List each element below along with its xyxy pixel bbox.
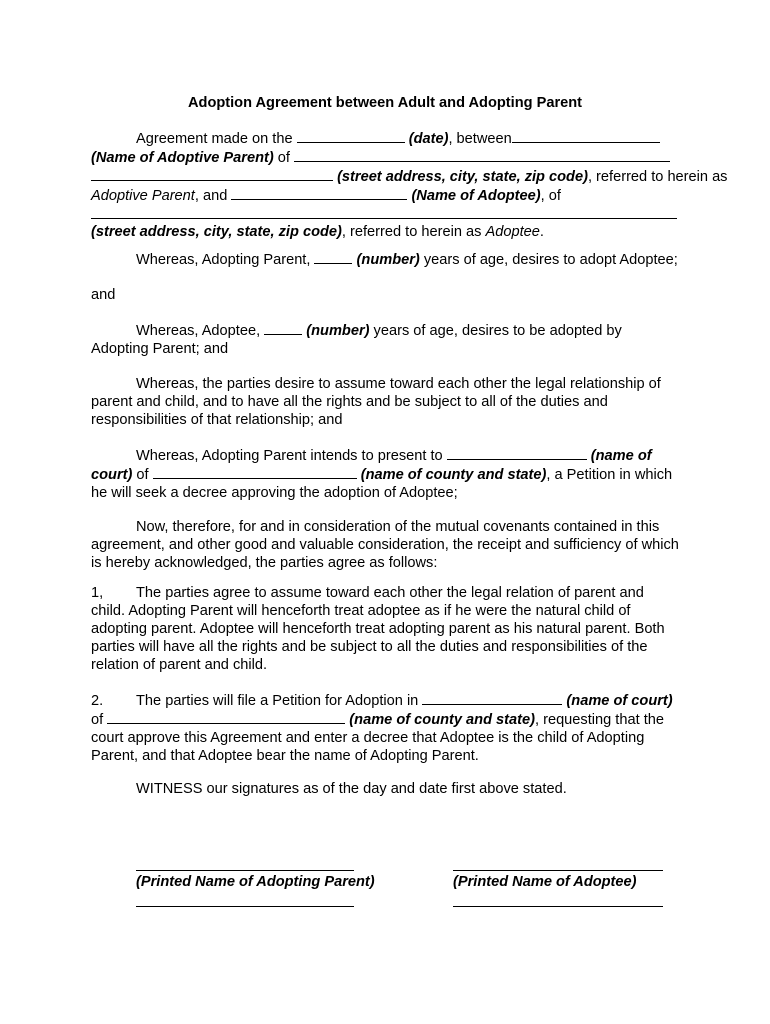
adopting-parent-printed-line xyxy=(136,906,354,907)
adoptee-name-label: (Printed Name of Adoptee) xyxy=(453,874,637,890)
clause-1-text: The parties agree to assume toward each other the legal relation of parent and child. Adopting Parent will henceforth treat adoptee as if he were the natural child of adopting parent. Adoptee will henceforth treat adopting parent as his natural parent. Both parties will have all the rights and be subject to all the duties and responsibilities of the relation of parent and child. xyxy=(91,585,665,673)
clause2-court-blank xyxy=(422,691,562,705)
witness-statement: WITNESS our signatures as of the day and date first above stated. xyxy=(136,781,567,797)
now-therefore-paragraph: Now, therefore, for and in consideration of the mutual covenants contained in this agreement, and other good and valuable consideration, the receipt and sufficiency of which is hereby acknowledged, the parties agree as follows: xyxy=(91,519,679,571)
clause-1-number: 1, xyxy=(91,585,104,601)
clause-2-number: 2. xyxy=(91,693,104,709)
and-word: and xyxy=(91,287,116,303)
address1-blank-a xyxy=(294,148,670,162)
adoptee-age-blank xyxy=(264,321,302,335)
adoptee-signature-line xyxy=(453,870,663,871)
adoptee-name-blank xyxy=(231,186,407,200)
clause-2: 2. The parties will file a Petition for Adoption in (name of court) of (name of county and state), requesting that the court approve this Agreement and enter a decree that Adoptee is the child of Adopting Parent, and that Adoptee bear the name of Adopting Parent. xyxy=(91,693,673,764)
address2-blank xyxy=(91,205,677,219)
parent-age-blank xyxy=(314,250,352,264)
county-blank xyxy=(153,465,357,479)
intro-paragraph: Agreement made on the (date), between (Name of Adoptive Parent) of (street address, city, state, zip code), referred to herein as Adoptive Parent, and (Name of Adoptee), of (street address, city, state, zip code), referred to herein as Adoptee. xyxy=(91,131,728,240)
adoptive-parent-name-blank xyxy=(512,129,660,143)
clause2-county-blank xyxy=(107,710,345,724)
court-blank xyxy=(447,446,587,460)
adopting-parent-signature-line xyxy=(136,870,354,871)
adoptee-printed-line xyxy=(453,906,663,907)
whereas-adoptee: Whereas, Adoptee, (number) years of age, desires to be adopted by Adopting Parent; and xyxy=(91,323,622,357)
whereas-adopting-parent: Whereas, Adopting Parent, (number) years of age, desires to adopt Adoptee; xyxy=(136,252,678,268)
clause-1 xyxy=(91,584,679,674)
address1-blank-b xyxy=(91,167,333,181)
whereas-petition: Whereas, Adopting Parent intends to present to (name of court) of (name of county and state), a Petition in which he will seek a decree approving the adoption of Adoptee; xyxy=(91,448,673,501)
date-blank xyxy=(297,129,405,143)
whereas-relationship: Whereas, the parties desire to assume toward each other the legal relationship of parent and child, and to have all the rights and be subject to all of the duties and responsibilities of that relationship; and xyxy=(91,376,661,428)
adopting-parent-name-label: (Printed Name of Adopting Parent) xyxy=(136,874,375,890)
document-title: Adoption Agreement between Adult and Adopting Parent xyxy=(187,95,583,111)
